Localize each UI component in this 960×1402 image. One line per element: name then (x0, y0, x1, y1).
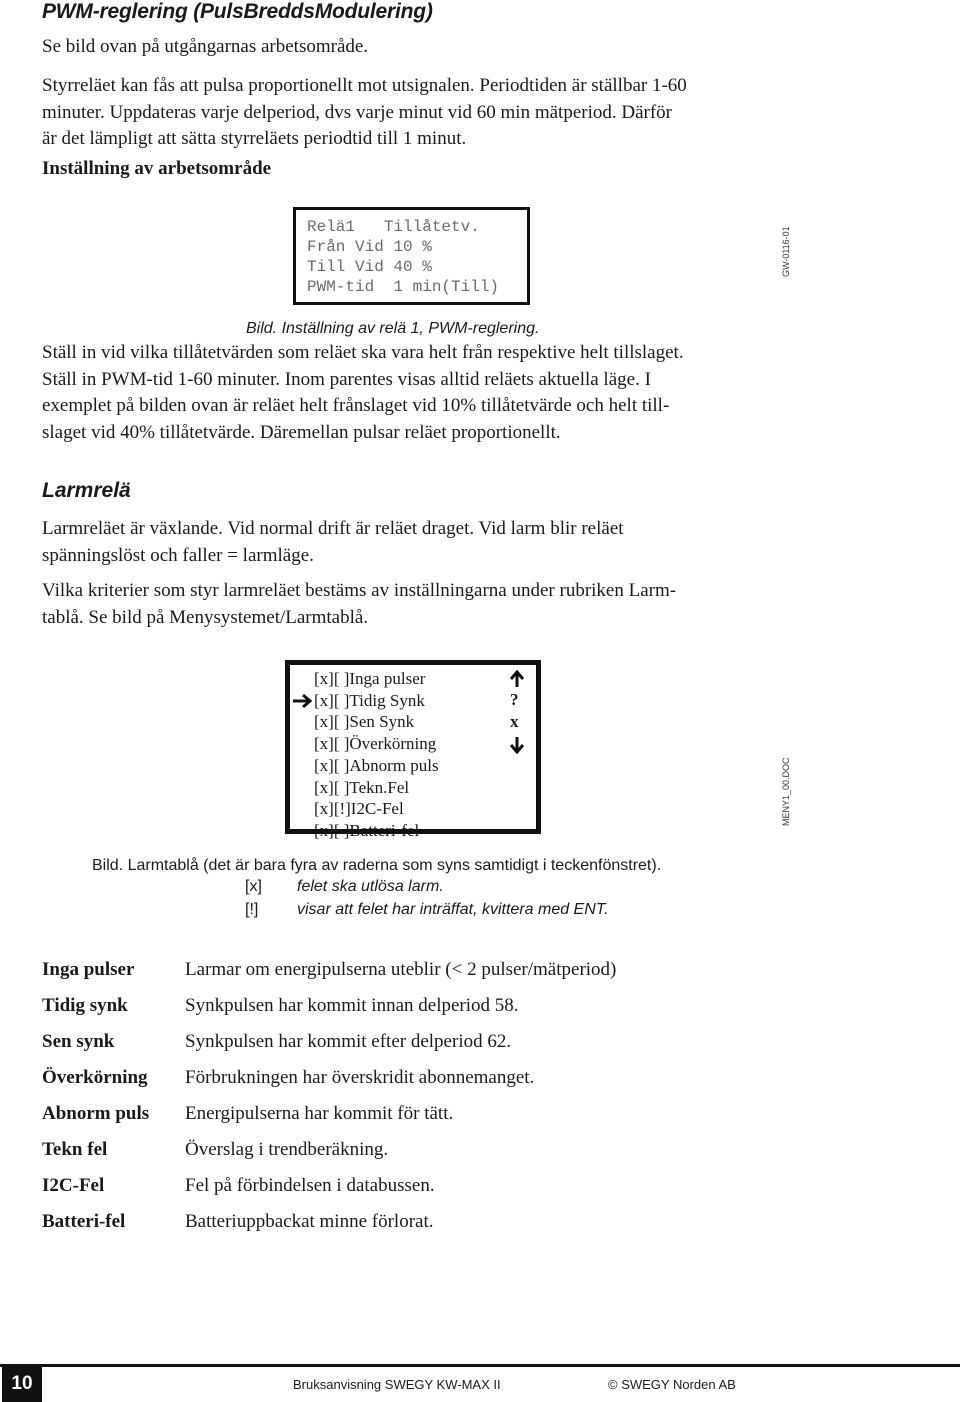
list-item: [x][!]I2C-Fel (314, 799, 404, 819)
paragraph-line: spänningslöst och faller = larmläge. (42, 544, 314, 566)
section-heading-larmrela: Larmrelä (42, 479, 131, 502)
list-item: [x][ ]Sen Synk (314, 712, 415, 732)
definition-term: Tekn fel (42, 1139, 108, 1160)
paragraph-line: Ställ in vid vilka tillåtetvärden som reläet ska vara helt från respektive helt tillslaget. (42, 342, 684, 363)
pwm-instructions (42, 340, 684, 446)
page-title: PWM-reglering (PulsBreddsModulering) (42, 0, 433, 23)
definition-term: Abnorm puls (42, 1103, 150, 1124)
subheading-arbetsomrade: Inställning av arbetsområde (42, 158, 272, 179)
definition-desc: Batteriuppbackat minne förlorat. (185, 1211, 434, 1232)
definition-term: Inga pulser (42, 959, 135, 980)
arrow-right-icon (292, 693, 314, 709)
lcd-display-relay1 (293, 207, 530, 305)
definition-desc: Larmar om energipulserna uteblir (< 2 pulser/mätperiod) (185, 959, 617, 980)
footer-manual: Bruksanvisning SWEGY KW-MAX II (293, 1377, 501, 1392)
side-symbol-x: x (510, 712, 519, 731)
figure-caption: Bild. Larmtablå (det är bara fyra av raderna som syns samtidigt i teckenfönstret). (92, 857, 662, 874)
definition-desc: Synkpulsen har kommit efter delperiod 62. (185, 1031, 512, 1052)
paragraph-line: Vilka kriterier som styr larmreläet bestäms av inställningarna under rubriken Larm- (42, 580, 677, 601)
figure-tag: MENY1_00.DOC (781, 757, 791, 826)
definition-term: Tidig synk (42, 995, 128, 1016)
paragraph-line: minuter. Uppdateras varje delperiod, dvs varje minut vid 60 min mätperiod. Därför (42, 101, 672, 123)
figure-tag: GW-0116-01 (781, 226, 791, 277)
paragraph-line: Larmreläet är växlande. Vid normal drift är reläet draget. Vid larm blir reläet (42, 518, 624, 539)
lcd-frame-bottom (285, 829, 541, 834)
figure-caption: Bild. Inställning av relä 1, PWM-reglering. (246, 320, 540, 337)
definition-desc: Energipulserna har kommit för tätt. (185, 1103, 454, 1124)
definition-desc: Överslag i trendberäkning. (185, 1139, 389, 1160)
footer-rule (0, 1364, 960, 1367)
intro-text: Se bild ovan på utgångarnas arbetsområde. (42, 36, 369, 57)
pwm-paragraph (42, 73, 687, 153)
definition-term: Batteri-fel (42, 1211, 126, 1232)
definition-term: Överkörning (42, 1067, 148, 1088)
lcd-line: Från Vid 10 % (307, 238, 432, 256)
lcd-line: Till Vid 40 % (307, 258, 432, 276)
side-symbol-question: ? (510, 690, 519, 709)
paragraph-line: Ställ in PWM-tid 1-60 minuter. Inom parentes visas alltid reläets aktuella läge. I (42, 368, 651, 390)
arrow-up-icon (508, 670, 526, 688)
larmtabla-list (314, 668, 534, 842)
list-item: [x][ ]Överkörning (314, 734, 437, 754)
list-item: [x][ ]Inga pulser (314, 669, 426, 688)
list-item: [x][ ]Tidig Synk (314, 690, 425, 710)
arrow-down-icon (508, 736, 526, 754)
paragraph-line: är det lämpligt att sätta styrreläets periodtid till 1 minut. (42, 128, 467, 149)
paragraph-line: slaget vid 40% tillåtetvärde. Däremellan pulsar reläet proportionellt. (42, 421, 561, 443)
footer-copyright: © SWEGY Norden AB (608, 1377, 736, 1392)
definition-desc: Förbrukningen har överskridit abonnemanget. (185, 1067, 535, 1088)
list-item: [x][ ]Tekn.Fel (314, 777, 410, 797)
page-number: 10 (2, 1366, 42, 1402)
legend-key: [x] (245, 878, 262, 895)
legend-text: visar att felet har inträffat, kvittera med ENT. (297, 901, 609, 918)
larm-paragraph-1 (42, 516, 624, 569)
list-item: [x][ ]Abnorm puls (314, 755, 439, 775)
definition-term: I2C-Fel (42, 1175, 105, 1196)
definition-desc: Synkpulsen har kommit innan delperiod 58. (185, 995, 519, 1016)
paragraph-line: exemplet på bilden ovan är reläet helt frånslaget vid 10% tillåtetvärde och helt till- (42, 395, 670, 416)
definition-desc: Fel på förbindelsen i databussen. (185, 1175, 435, 1196)
lcd-line: Relä1 Tillåtetv. (307, 218, 480, 236)
larm-paragraph-2 (42, 578, 676, 631)
definition-list (42, 959, 802, 1239)
lcd-line: PWM-tid 1 min(Till) (307, 278, 500, 296)
paragraph-line: tablå. Se bild på Menysystemet/Larmtablå. (42, 606, 369, 628)
legend-key: [!] (245, 901, 259, 918)
legend-text: felet ska utlösa larm. (297, 878, 444, 895)
paragraph-line: Styrreläet kan fås att pulsa proportionellt mot utsignalen. Periodtiden är ställbar 1-60 (42, 75, 687, 96)
definition-term: Sen synk (42, 1031, 115, 1052)
